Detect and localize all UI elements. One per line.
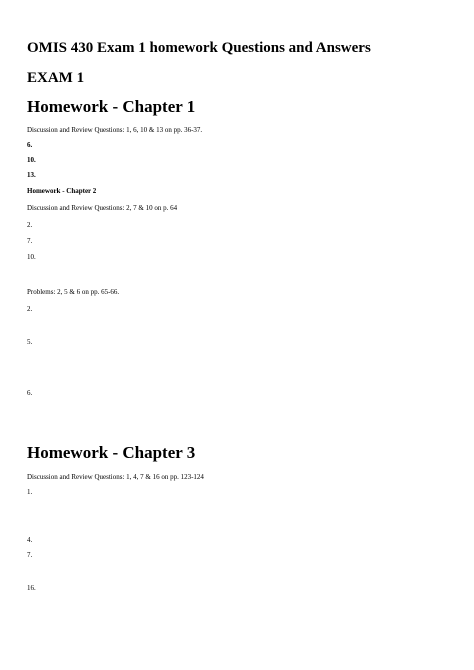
document-title: OMIS 430 Exam 1 homework Questions and Answers <box>27 40 371 56</box>
chapter3-item: 7. <box>27 551 33 559</box>
chapter2-intro: Discussion and Review Questions: 2, 7 & 10 on p. 64 <box>27 204 178 212</box>
chapter3-intro: Discussion and Review Questions: 1, 4, 7 & 16 on pp. 123-124 <box>27 473 204 481</box>
chapter1-item: 6. <box>27 141 33 149</box>
chapter3-heading: Homework - Chapter 3 <box>27 443 196 462</box>
chapter2-problem: 5. <box>27 338 33 346</box>
chapter3-item: 4. <box>27 536 33 544</box>
chapter2-item: 2. <box>27 221 33 229</box>
chapter3-item: 1. <box>27 488 33 496</box>
chapter1-heading: Homework - Chapter 1 <box>27 97 196 116</box>
chapter2-heading: Homework - Chapter 2 <box>27 187 97 195</box>
chapter2-problem: 2. <box>27 305 33 313</box>
chapter3-item: 16. <box>27 584 36 592</box>
exam-heading: EXAM 1 <box>27 70 85 86</box>
chapter1-item: 13. <box>27 171 36 179</box>
chapter2-item: 10. <box>27 253 36 261</box>
chapter2-problems-intro: Problems: 2, 5 & 6 on pp. 65-66. <box>27 288 120 296</box>
chapter1-intro: Discussion and Review Questions: 1, 6, 10 & 13 on pp. 36-37. <box>27 126 203 134</box>
chapter2-problem: 6. <box>27 389 33 397</box>
chapter1-item: 10. <box>27 156 36 164</box>
chapter2-item: 7. <box>27 237 33 245</box>
